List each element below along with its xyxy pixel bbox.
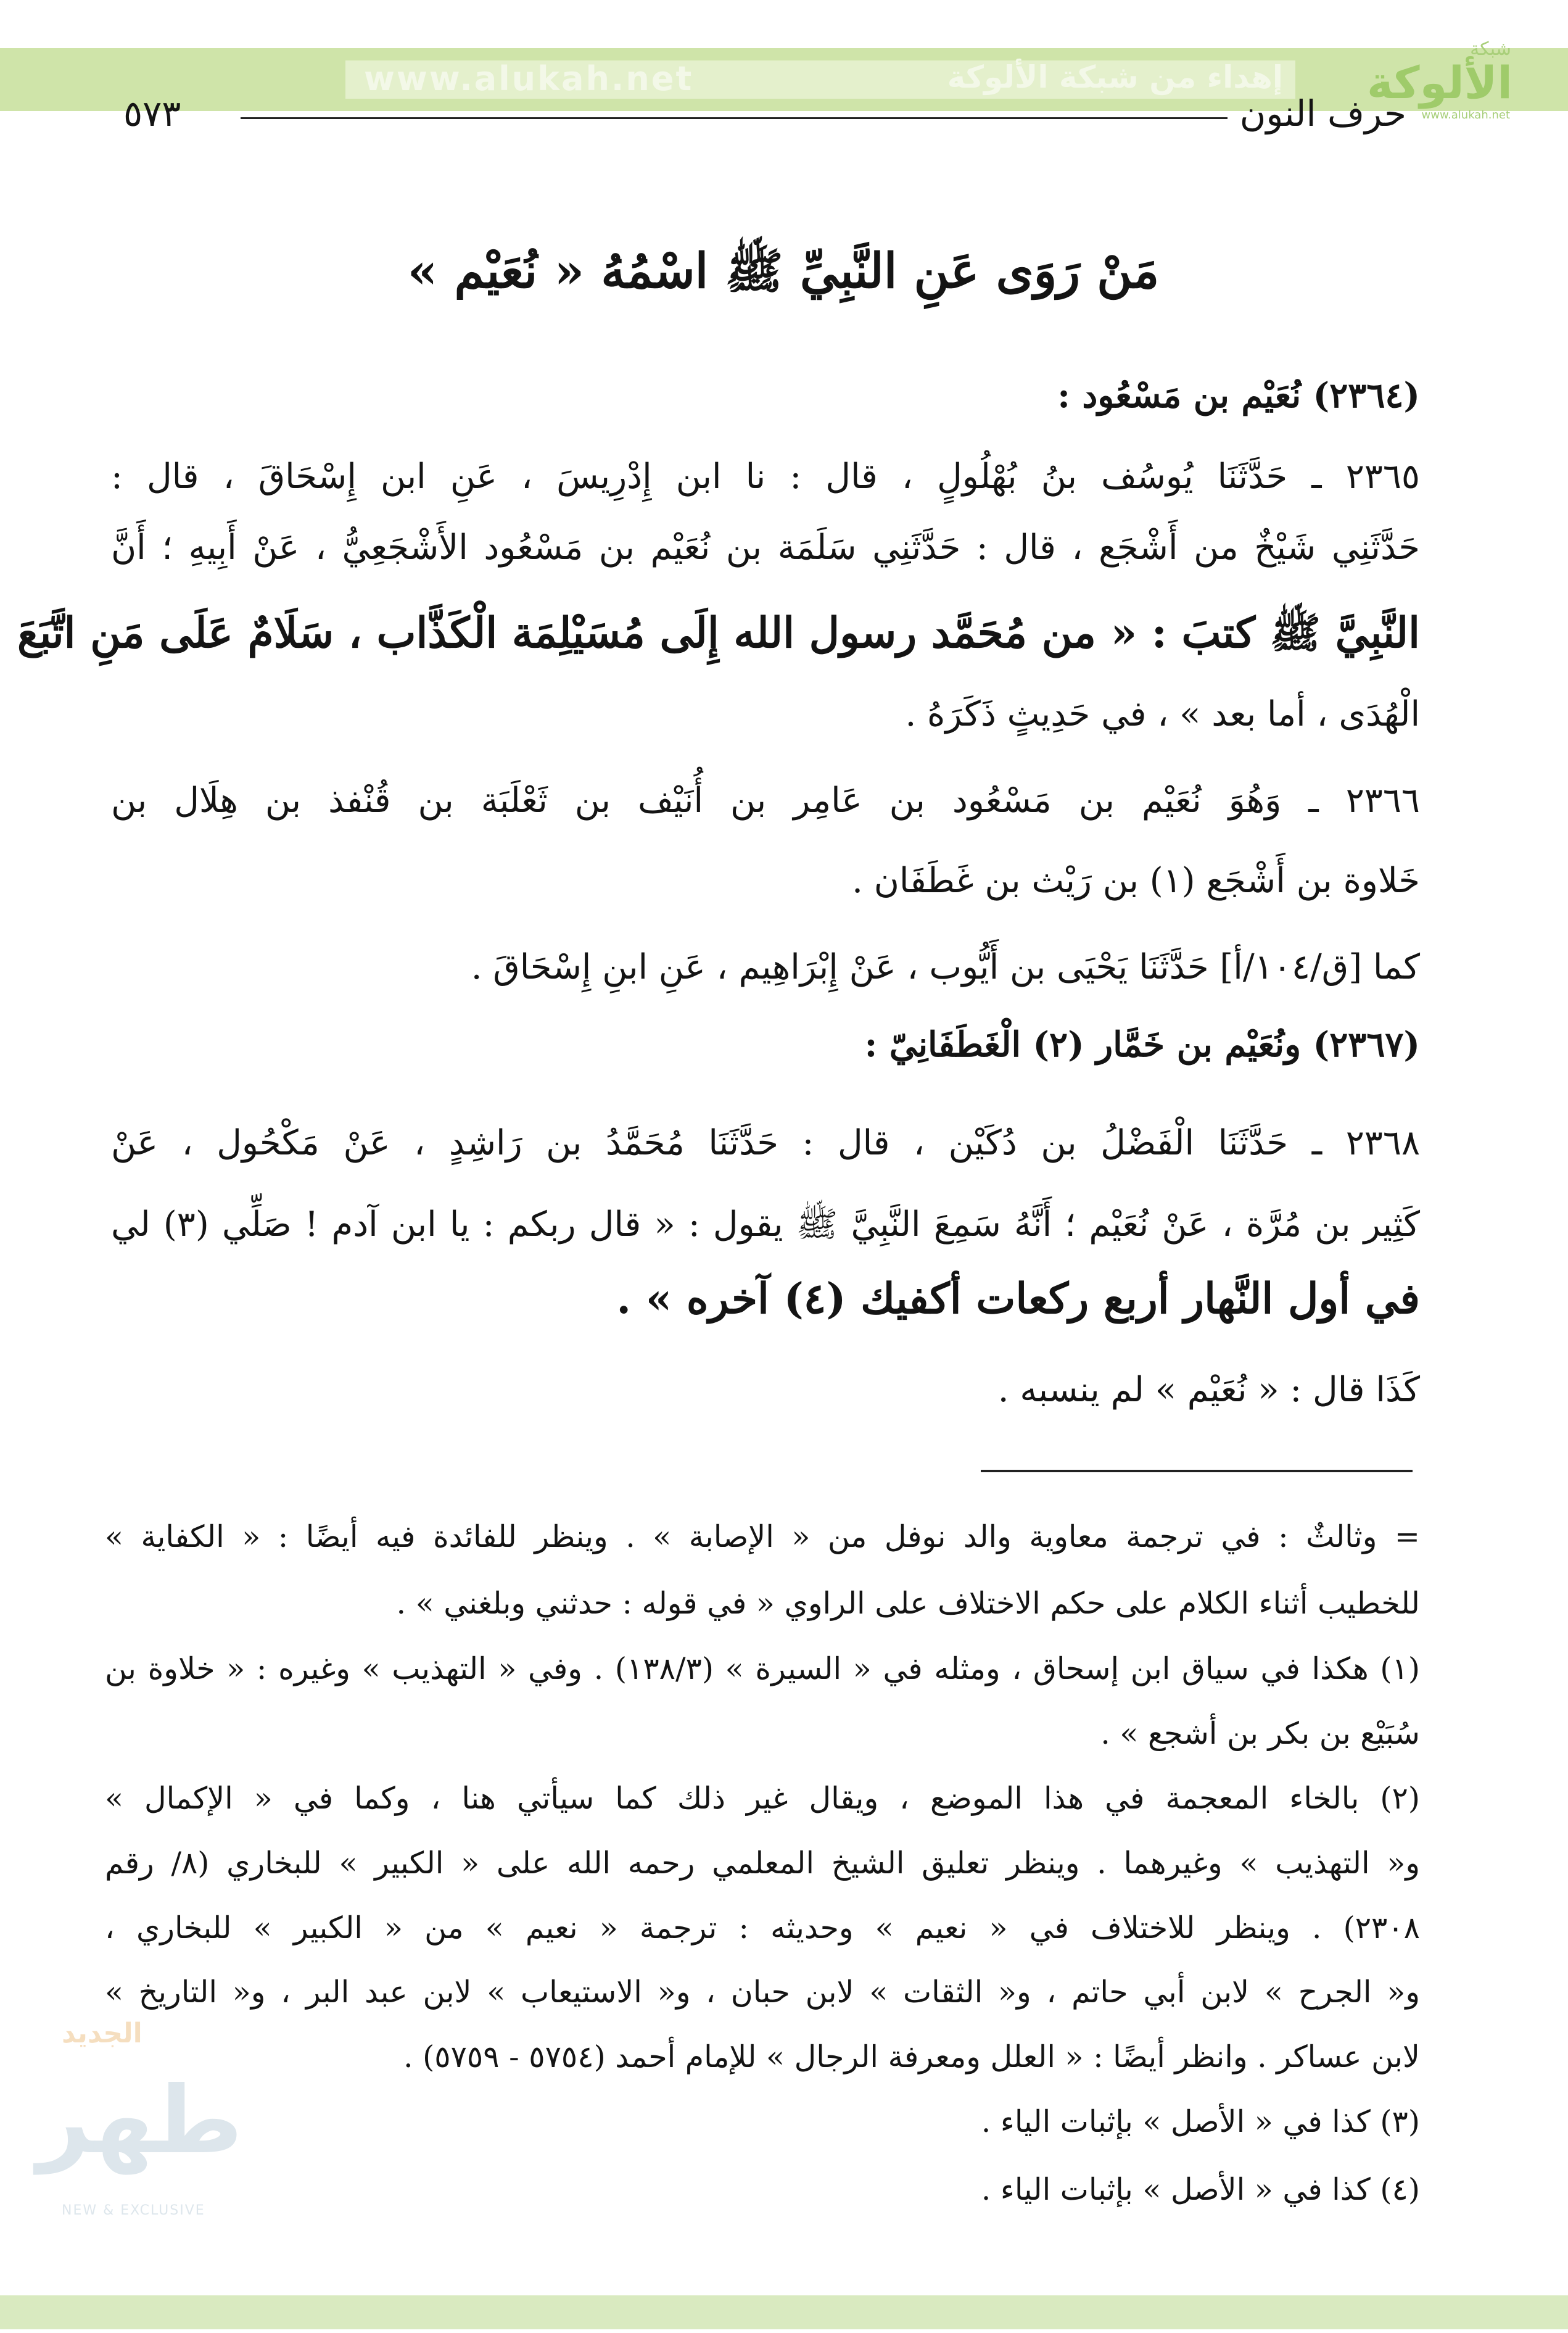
footnote-line: = وثالثٌ : في ترجمة معاوية والد نوفل من « الإصابة » . وينظر للفائدة فيه أيضًا : « الكفاية »: [105, 1519, 1420, 1554]
footnote-line: (٤) كذا في « الأصل » بإثبات الياء .: [981, 2172, 1420, 2207]
running-head: [123, 93, 1406, 142]
footnote-line: (٣) كذا في « الأصل » بإثبات الياء .: [981, 2104, 1420, 2139]
body-line: كَثِير بن مُرَّة ، عَنْ نُعَيْم ؛ أَنَّهُ سَمِعَ النَّبِيَّ ﷺ يقول : « قال ربكم : يا ابن آدم ! صَلِّي (٣) لي: [111, 1204, 1421, 1245]
watermark-sub-text: NEW & EXCLUSIVE: [62, 2203, 205, 2218]
body-line: النَّبِيَّ ﷺ كتبَ : « من مُحَمَّد رسول الله إِلَى مُسَيْلِمَة الْكَذَّاب ، سَلَامٌ عَلَى مَنِ اتَّبَعَ: [17, 608, 1420, 658]
chapter-heading: مَنْ رَوَى عَنِ النَّبِيِّ ﷺ اسْمُهُ « نُعَيْم »: [407, 243, 1160, 299]
banner-url: www.alukah.net: [364, 59, 694, 98]
watermark-top-text: الجديد: [62, 2018, 142, 2049]
footnote-separator: [981, 1470, 1413, 1472]
running-title: حرف النون: [1239, 93, 1406, 135]
banner-gift-text: إهداء من شبكة الألوكة: [947, 59, 1283, 95]
footnote-line: ٢٣٠٨) . وينظر للاختلاف في « نعيم » وحديثه : ترجمة « نعيم » من « الكبير » للبخاري ،: [105, 1910, 1420, 1946]
footnote-line: للخطيب أثناء الكلام على حكم الاختلاف على الراوي « في قوله : حدثني وبلغني » .: [396, 1586, 1420, 1621]
footnote-line: و« الجرح » لابن أبي حاتم ، و« الثقات » لابن حبان ، و« الاستيعاب » لابن عبد البر ، و« التاريخ »: [105, 1975, 1420, 2010]
bottom-banner: [0, 2295, 1568, 2329]
entry-heading-2367: (٢٣٦٧) ونُعَيْم بن خَمَّار (٢) الْغَطَفَانِيّ :: [864, 1024, 1420, 1065]
watermark-main-text: طهر: [37, 2067, 243, 2174]
body-line: ٢٣٦٨ ـ حَدَّثَنَا الْفَضْلُ بن دُكَيْن ، قال : حَدَّثَنَا مُحَمَّدُ بن رَاشِدٍ ، عَنْ مَكْحُول ، عَنْ: [111, 1123, 1421, 1163]
body-line: ٢٣٦٦ ـ وَهُوَ نُعَيْم بن مَسْعُود بن عَامِر بن أُنَيْف بن ثَعْلَبَة بن قُنْفذ بن هِلَال بن: [111, 781, 1420, 821]
footnote-line: (٢) بالخاء المعجمة في هذا الموضع ، ويقال غير ذلك كما سيأتي هنا ، وكما في « الإكمال »: [105, 1781, 1420, 1816]
body-line: في أول النَّهار أربع ركعات أكفيك (٤) آخره » .: [616, 1274, 1420, 1324]
logo-main-text: الألوكة: [1366, 57, 1512, 109]
footnote-line: و« التهذيب » وغيرهما . وينظر تعليق الشيخ المعلمي رحمه الله على « الكبير » للبخاري (٨/ رقم: [105, 1846, 1420, 1881]
body-line: كَذَا قال : « نُعَيْم » لم ينسبه .: [997, 1370, 1420, 1410]
logo-top-text: شبكة: [1470, 38, 1511, 60]
footnote-line: سُبَيْع بن بكر بن أشجع » .: [1100, 1716, 1420, 1751]
body-line: الْهُدَى ، أما بعد » ، في حَدِيثٍ ذَكَرَهُ .: [905, 694, 1420, 734]
body-line: حَدَّثَنِي شَيْخٌ من أَشْجَع ، قال : حَدَّثَنِي سَلَمَة بن نُعَيْم بن مَسْعُود الأَشْجَعِيُّ ، عَنْ أَبِيهِ ؛ أَنَّ: [111, 528, 1420, 568]
footnote-line: لابن عساكر . وانظر أيضًا : « العلل ومعرفة الرجال » للإمام أحمد (٥٧٥٤ - ٥٧٥٩) .: [403, 2039, 1420, 2074]
footnote-line: (١) هكذا في سياق ابن إسحاق ، ومثله في « السيرة » (١٣٨/٣) . وفي « التهذيب » وغيره : « خلاوة بن: [105, 1651, 1420, 1686]
body-line: كما [ق/١٠٤/أ] حَدَّثَنَا يَحْيَى بن أَيُّوب ، عَنْ إِبْرَاهِيم ، عَنِ ابنِ إِسْحَاقَ .: [471, 947, 1420, 987]
body-line: خَلاوة بن أَشْجَع (١) بن رَيْث بن غَطَفَان .: [852, 861, 1420, 901]
logo-url-text: www.alukah.net: [1421, 109, 1510, 122]
body-line: ٢٣٦٥ ـ حَدَّثَنَا يُوسُف بنُ بُهْلُولٍ ، قال : نا ابن إِدْرِيسَ ، عَنِ ابن إِسْحَاقَ ، قال :: [111, 457, 1420, 497]
entry-heading-2364: (٢٣٦٤) نُعَيْم بن مَسْعُود :: [1057, 375, 1420, 416]
page-number: ٥٧٣: [123, 93, 181, 135]
watermark-logo: [19, 2005, 243, 2227]
running-head-rule: [241, 117, 1228, 119]
